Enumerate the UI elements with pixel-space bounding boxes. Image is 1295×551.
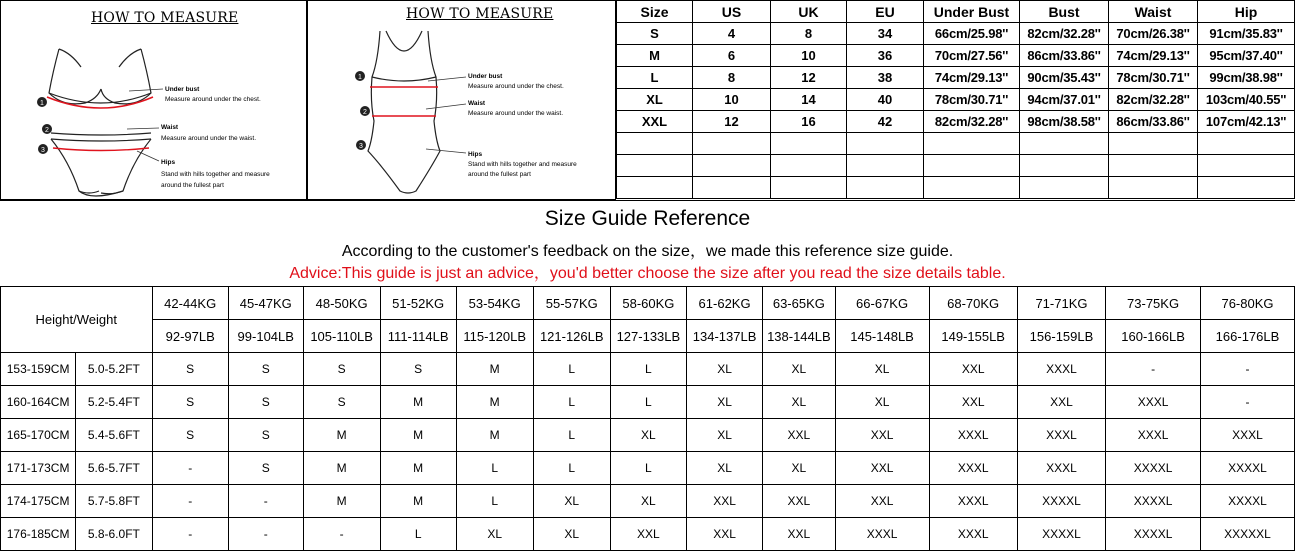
size-value-cell: 4 [693,23,771,45]
recommended-size-cell: S [152,419,228,452]
empty-cell [617,177,693,199]
recommended-size-cell: XL [686,353,762,386]
recommended-size-cell: M [303,419,380,452]
svg-text:2: 2 [45,127,49,134]
size-chart-empty-row [617,155,1295,177]
height-cm-label: 165-170CM [1,419,76,452]
weight-kg-header: 73-75KG [1106,287,1201,320]
size-chart-row [617,23,1295,45]
svg-text:3: 3 [359,143,363,150]
recommended-size-cell: S [152,386,228,419]
weight-lb-header: 92-97LB [152,320,228,353]
svg-text:1: 1 [358,74,362,81]
recommended-size-cell: XXXL [1017,452,1105,485]
weight-lb-header: 166-176LB [1200,320,1294,353]
empty-cell [693,133,771,155]
size-value-cell: 74cm/29.13'' [924,67,1020,89]
weight-lb-header: 156-159LB [1017,320,1105,353]
recommended-size-cell: XL [763,386,835,419]
size-value-cell: 103cm/40.55'' [1198,89,1295,111]
weight-kg-header: 63-65KG [763,287,835,320]
svg-text:Measure around under the waist: Measure around under the waist. [161,135,257,142]
recommended-size-cell: S [303,353,380,386]
size-value-cell: 10 [693,89,771,111]
empty-cell [771,133,847,155]
recommended-size-cell: S [380,353,456,386]
size-value-cell: 78cm/30.71'' [924,89,1020,111]
measure-diagram-bikini [0,0,307,200]
recommended-size-cell: XXL [763,485,835,518]
recommended-size-cell: - [1200,386,1294,419]
recommended-size-cell: XXXL [1106,386,1201,419]
height-row [1,485,1295,518]
weight-lb-header: 149-155LB [929,320,1017,353]
weight-kg-header: 76-80KG [1200,287,1294,320]
size-value-cell: 40 [847,89,924,111]
recommended-size-cell: M [380,419,456,452]
height-row [1,386,1295,419]
recommended-size-cell: XL [610,419,686,452]
size-value-cell: 8 [771,23,847,45]
size-chart-table [616,0,1295,199]
height-ft-label: 5.2-5.4FT [76,386,152,419]
height-cm-label: 171-173CM [1,452,76,485]
recommended-size-cell: XL [763,452,835,485]
recommended-size-cell: S [228,419,303,452]
recommended-size-cell: L [610,353,686,386]
recommended-size-cell: L [456,452,533,485]
empty-cell [771,155,847,177]
recommended-size-cell: M [303,452,380,485]
weight-lb-header: 138-144LB [763,320,835,353]
recommended-size-cell: XXXL [1106,419,1201,452]
recommended-size-cell: M [456,419,533,452]
height-ft-label: 5.7-5.8FT [76,485,152,518]
header-size: Size [617,1,693,23]
recommended-size-cell: L [533,353,610,386]
weight-kg-header: 51-52KG [380,287,456,320]
recommended-size-cell: XXL [610,518,686,551]
recommended-size-cell: XXXL [929,518,1017,551]
height-row [1,353,1295,386]
svg-text:Stand with hills together and: Stand with hills together and measure [161,171,270,178]
header-under-bust: Under Bust [924,1,1020,23]
size-value-cell: 12 [693,111,771,133]
recommended-size-cell: L [380,518,456,551]
empty-cell [617,133,693,155]
size-value-cell: 78cm/30.71'' [1109,67,1198,89]
height-ft-label: 5.4-5.6FT [76,419,152,452]
height-ft-label: 5.6-5.7FT [76,452,152,485]
weight-lb-header: 111-114LB [380,320,456,353]
recommended-size-cell: XXXL [1017,419,1105,452]
svg-text:Measure around under the chest: Measure around under the chest. [468,83,564,90]
empty-cell [1109,133,1198,155]
weight-kg-header: 66-67KG [835,287,929,320]
recommended-size-cell: XXL [686,518,762,551]
svg-text:Stand with hills together and: Stand with hills together and measure [468,161,577,168]
empty-cell [1198,155,1295,177]
size-label-cell: S [617,23,693,45]
recommended-size-cell: L [610,386,686,419]
recommended-size-cell: XL [456,518,533,551]
recommended-size-cell: - [228,518,303,551]
callout-numbers [355,71,370,150]
height-cm-label: 174-175CM [1,485,76,518]
recommended-size-cell: XXL [929,386,1017,419]
svg-text:around the fullest part: around the fullest part [468,171,531,178]
label-under-bust: Under bust [165,86,200,93]
weight-lb-header: 127-133LB [610,320,686,353]
recommended-size-cell: M [380,386,456,419]
recommended-size-cell: M [456,353,533,386]
empty-cell [1020,177,1109,199]
recommended-size-cell: L [533,452,610,485]
recommended-size-cell: XXXXL [1200,452,1294,485]
recommended-size-cell: XXL [835,419,929,452]
header-waist: Waist [1109,1,1198,23]
weight-kg-header: 55-57KG [533,287,610,320]
empty-cell [1109,155,1198,177]
height-ft-label: 5.0-5.2FT [76,353,152,386]
label-waist: Waist [161,124,179,131]
weight-lb-header: 134-137LB [686,320,762,353]
recommended-size-cell: XXXL [835,518,929,551]
recommended-size-cell: XXXL [929,485,1017,518]
height-weight-corner-label: Height/Weight [1,287,153,353]
recommended-size-cell: M [380,452,456,485]
recommended-size-cell: XXL [686,485,762,518]
recommended-size-cell: M [456,386,533,419]
guide-advice: Advice:This guide is just an advice，you'd better choose the size after you read the size details table. [289,265,1006,282]
recommended-size-cell: S [228,353,303,386]
size-value-cell: 82cm/32.28'' [1109,89,1198,111]
recommended-size-cell: XXL [1017,386,1105,419]
weight-lb-header: 115-120LB [456,320,533,353]
recommended-size-cell: - [152,518,228,551]
svg-text:Measure around under the waist: Measure around under the waist. [468,110,564,117]
size-label-cell: M [617,45,693,67]
height-weight-table [0,286,1295,551]
size-value-cell: 90cm/35.43'' [1020,67,1109,89]
size-value-cell: 8 [693,67,771,89]
size-value-cell: 91cm/35.83'' [1198,23,1295,45]
size-chart-empty-row [617,177,1295,199]
label-hips: Hips [161,159,176,166]
size-value-cell: 14 [771,89,847,111]
recommended-size-cell: XXL [763,518,835,551]
size-chart-row [617,89,1295,111]
weight-lb-header: 121-126LB [533,320,610,353]
recommended-size-cell: XXXL [1017,353,1105,386]
height-cm-label: 160-164CM [1,386,76,419]
empty-cell [617,155,693,177]
weight-kg-header: 48-50KG [303,287,380,320]
header-bust: Bust [1020,1,1109,23]
weight-lb-header: 145-148LB [835,320,929,353]
label-under-bust: Under bust [468,73,503,80]
size-value-cell: 99cm/38.98'' [1198,67,1295,89]
size-label-cell: XL [617,89,693,111]
size-label-cell: L [617,67,693,89]
recommended-size-cell: XL [610,485,686,518]
recommended-size-cell: L [610,452,686,485]
size-value-cell: 12 [771,67,847,89]
recommended-size-cell: XXXXL [1017,485,1105,518]
recommended-size-cell: M [303,485,380,518]
recommended-size-cell: XXXXL [1106,518,1201,551]
weight-kg-header: 68-70KG [929,287,1017,320]
empty-cell [847,177,924,199]
height-cm-label: 153-159CM [1,353,76,386]
header-eu: EU [847,1,924,23]
size-value-cell: 82cm/32.28'' [924,111,1020,133]
weight-kg-header: 45-47KG [228,287,303,320]
svg-text:Measure around under the chest: Measure around under the chest. [165,96,261,103]
size-value-cell: 107cm/42.13'' [1198,111,1295,133]
diagram-title: HOW TO MEASURE [91,10,239,26]
size-value-cell: 66cm/25.98'' [924,23,1020,45]
weight-kg-header: 53-54KG [456,287,533,320]
recommended-size-cell: XL [686,419,762,452]
recommended-size-cell: S [152,353,228,386]
swimsuit-illustration [308,1,617,201]
kg-header-row [1,287,1295,320]
empty-cell [1020,133,1109,155]
diagram-title: HOW TO MEASURE [406,6,554,22]
weight-lb-header: 99-104LB [228,320,303,353]
recommended-size-cell: S [228,452,303,485]
weight-lb-header: 105-110LB [303,320,380,353]
size-chart-row [617,45,1295,67]
recommended-size-cell: XXXL [929,452,1017,485]
height-row [1,518,1295,551]
empty-cell [693,177,771,199]
empty-cell [693,155,771,177]
recommended-size-cell: XXL [835,452,929,485]
size-value-cell: 95cm/37.40'' [1198,45,1295,67]
weight-kg-header: 71-71KG [1017,287,1105,320]
recommended-size-cell: - [1106,353,1201,386]
size-chart-header-row [617,1,1295,23]
empty-cell [1198,133,1295,155]
header-hip: Hip [1198,1,1295,23]
guide-subtitle: According to the customer's feedback on the size，we made this reference size guide. [341,243,954,260]
size-value-cell: 34 [847,23,924,45]
size-value-cell: 94cm/37.01'' [1020,89,1109,111]
svg-text:around the fullest part: around the fullest part [161,182,224,189]
size-chart-row [617,111,1295,133]
size-value-cell: 82cm/32.28'' [1020,23,1109,45]
top-section [0,0,1295,200]
size-value-cell: 70cm/26.38'' [1109,23,1198,45]
recommended-size-cell: S [228,386,303,419]
weight-lb-header: 160-166LB [1106,320,1201,353]
size-label-cell: XXL [617,111,693,133]
size-value-cell: 36 [847,45,924,67]
label-hips: Hips [468,151,483,158]
recommended-size-cell: S [303,386,380,419]
label-waist: Waist [468,100,486,107]
empty-cell [924,155,1020,177]
callout-numbers [37,97,52,154]
size-value-cell: 10 [771,45,847,67]
recommended-size-cell: XXL [763,419,835,452]
recommended-size-cell: XL [835,386,929,419]
empty-cell [771,177,847,199]
guide-title: Size Guide Reference [544,207,751,230]
svg-text:3: 3 [41,147,45,154]
empty-cell [924,133,1020,155]
header-uk: UK [771,1,847,23]
size-value-cell: 86cm/33.86'' [1020,45,1109,67]
recommended-size-cell: XL [835,353,929,386]
size-value-cell: 98cm/38.58'' [1020,111,1109,133]
bikini-illustration [1,1,308,201]
height-row [1,452,1295,485]
recommended-size-cell: - [1200,353,1294,386]
recommended-size-cell: XXXXL [1017,518,1105,551]
size-value-cell: 86cm/33.86'' [1109,111,1198,133]
height-cm-label: 176-185CM [1,518,76,551]
recommended-size-cell: - [152,485,228,518]
recommended-size-cell: - [228,485,303,518]
size-value-cell: 16 [771,111,847,133]
recommended-size-cell: XL [533,518,610,551]
recommended-size-cell: XXXL [929,419,1017,452]
recommended-size-cell: - [303,518,380,551]
recommended-size-cell: XXXXXL [1200,518,1294,551]
recommended-size-cell: XXXXL [1106,485,1201,518]
weight-kg-header: 61-62KG [686,287,762,320]
svg-text:2: 2 [363,109,367,116]
size-chart-row [617,67,1295,89]
recommended-size-cell: L [533,386,610,419]
measure-diagram-swimsuit [307,0,616,200]
height-row [1,419,1295,452]
recommended-size-cell: L [533,419,610,452]
empty-cell [1109,177,1198,199]
svg-text:1: 1 [40,100,44,107]
recommended-size-cell: XXL [929,353,1017,386]
empty-cell [1020,155,1109,177]
size-value-cell: 42 [847,111,924,133]
empty-cell [847,133,924,155]
recommended-size-cell: XL [686,452,762,485]
recommended-size-cell: XXXXL [1106,452,1201,485]
empty-cell [924,177,1020,199]
recommended-size-cell: L [456,485,533,518]
empty-cell [1198,177,1295,199]
weight-kg-header: 58-60KG [610,287,686,320]
recommended-size-cell: M [380,485,456,518]
size-value-cell: 38 [847,67,924,89]
recommended-size-cell: XL [763,353,835,386]
recommended-size-cell: XXXXL [1200,485,1294,518]
size-chart-empty-row [617,133,1295,155]
recommended-size-cell: - [152,452,228,485]
recommended-size-cell: XL [533,485,610,518]
recommended-size-cell: XXXL [1200,419,1294,452]
size-value-cell: 74cm/29.13'' [1109,45,1198,67]
recommended-size-cell: XL [686,386,762,419]
header-us: US [693,1,771,23]
size-value-cell: 70cm/27.56'' [924,45,1020,67]
weight-kg-header: 42-44KG [152,287,228,320]
lb-header-row [1,320,1295,353]
empty-cell [847,155,924,177]
size-value-cell: 6 [693,45,771,67]
size-guide-header [0,200,1295,286]
height-ft-label: 5.8-6.0FT [76,518,152,551]
recommended-size-cell: XXL [835,485,929,518]
